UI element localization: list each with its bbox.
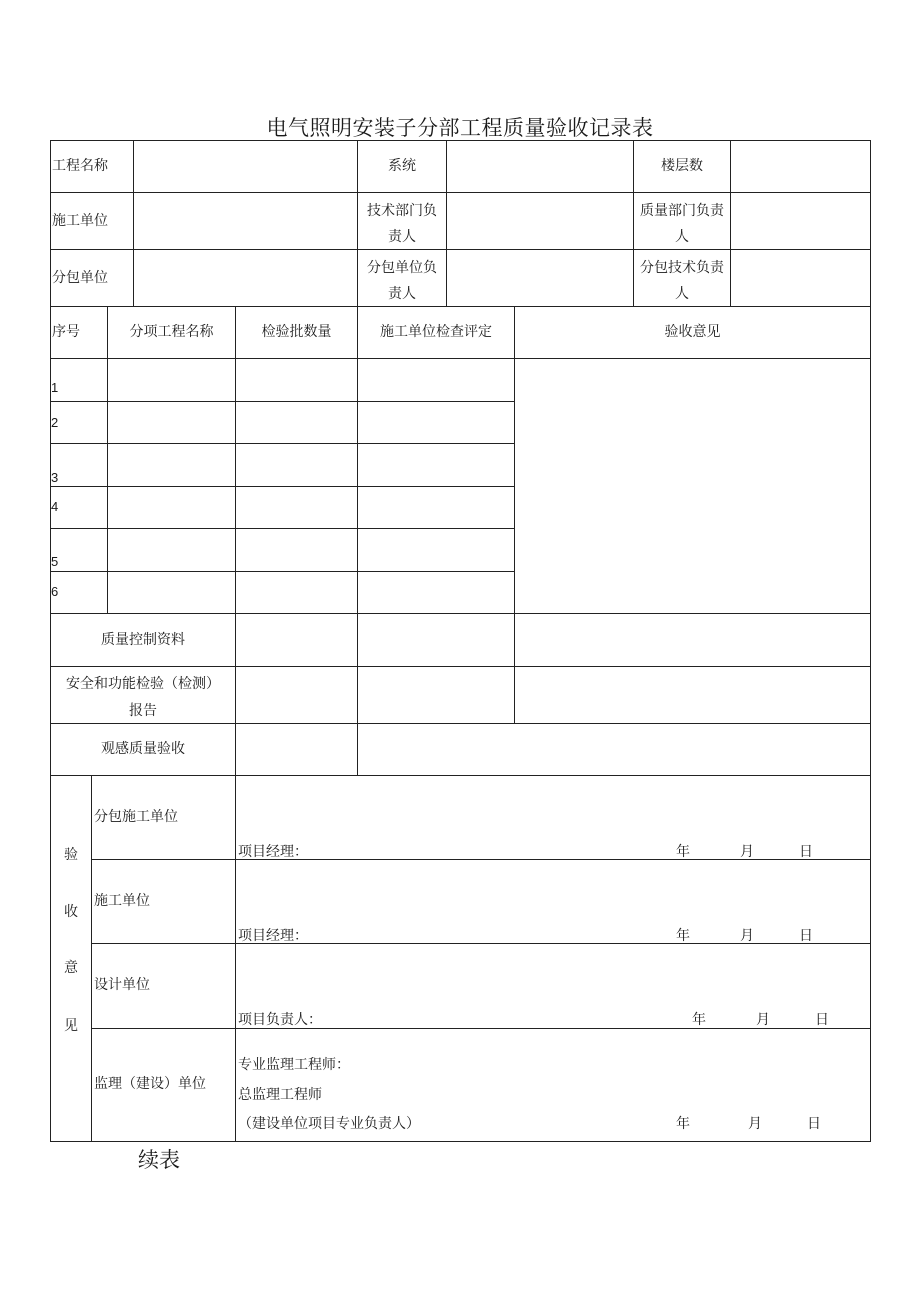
sub-tech-label-1: 分包技术负责 <box>640 260 724 276</box>
quality-docs-label: 质量控制资料 <box>101 632 185 648</box>
grid-line <box>50 528 514 529</box>
grid-line <box>133 140 134 306</box>
grid-line <box>91 1028 871 1029</box>
col-seq: 序号 <box>52 324 80 340</box>
grid-line <box>50 306 871 307</box>
month-label: 月 <box>756 1012 770 1028</box>
day-label: 日 <box>807 1116 821 1132</box>
grid-line <box>107 306 108 613</box>
floors-label: 楼层数 <box>661 158 703 174</box>
grid-line <box>50 249 871 250</box>
day-label: 日 <box>799 928 813 944</box>
quality-head-label-1: 质量部门负责 <box>640 203 724 219</box>
grid-line <box>50 486 514 487</box>
form-title: 电气照明安装子分部工程质量验收记录表 <box>266 116 654 140</box>
grid-line <box>235 306 236 1142</box>
safety-label-line2: 报告 <box>129 703 157 719</box>
border-right <box>870 140 871 1142</box>
grid-line <box>50 571 514 572</box>
grid-line <box>446 140 447 306</box>
grid-line <box>50 775 871 776</box>
col-eval: 施工单位检查评定 <box>380 324 492 340</box>
grid-line <box>357 306 358 775</box>
day-label: 日 <box>799 844 813 860</box>
signer-label: 项目经理： <box>238 844 308 860</box>
supervisor-line3: （建设单位项目专业负责人） <box>238 1116 420 1132</box>
sub-head-label-1: 分包单位负 <box>367 260 437 276</box>
constructor-label: 施工单位 <box>52 213 108 229</box>
grid-line <box>514 306 515 723</box>
day-label: 日 <box>815 1012 829 1028</box>
unit-name: 施工单位 <box>94 893 150 909</box>
sub-tech-label-2: 人 <box>675 286 689 302</box>
row-number: 4 <box>51 499 59 514</box>
row-number: 1 <box>51 380 59 395</box>
signer-label: 项目负责人： <box>238 1012 322 1028</box>
row-number: 2 <box>51 415 59 430</box>
grid-line <box>730 140 731 306</box>
year-label: 年 <box>692 1012 706 1028</box>
grid-line <box>50 401 514 402</box>
col-item-name: 分项工程名称 <box>129 324 214 340</box>
tech-head-label-2: 责人 <box>388 229 416 245</box>
col-opinion: 验收意见 <box>664 324 721 340</box>
supervisor-line2: 总监理工程师 <box>238 1087 322 1103</box>
system-label: 系统 <box>388 158 416 174</box>
grid-line <box>50 666 871 667</box>
border-bottom <box>50 1141 871 1142</box>
month-label: 月 <box>740 928 754 944</box>
row-number: 5 <box>51 554 59 569</box>
sub-head-label-2: 责人 <box>388 286 416 302</box>
border-top <box>50 140 871 141</box>
quality-head-label-2: 人 <box>675 229 689 245</box>
grid-line <box>50 613 871 614</box>
tech-head-label-1: 技术部门负 <box>367 203 437 219</box>
subcontractor-label: 分包单位 <box>52 270 108 286</box>
month-label: 月 <box>748 1116 762 1132</box>
row-number: 3 <box>51 470 59 485</box>
grid-line <box>91 859 871 860</box>
safety-label-line1: 安全和功能检验（检测） <box>66 676 220 692</box>
project-name-label: 工程名称 <box>52 158 108 174</box>
year-label: 年 <box>676 844 690 860</box>
side-char: 验 <box>64 847 78 863</box>
side-char: 见 <box>64 1018 78 1034</box>
unit-name: 分包施工单位 <box>94 809 178 825</box>
acceptance-form <box>50 140 871 1142</box>
grid-line <box>91 775 92 1142</box>
side-char: 收 <box>64 904 78 920</box>
side-char: 意 <box>64 960 78 976</box>
grid-line <box>50 358 871 359</box>
year-label: 年 <box>676 1116 690 1132</box>
continued-label: 续表 <box>138 1148 180 1172</box>
grid-line <box>50 192 871 193</box>
month-label: 月 <box>740 844 754 860</box>
supervisor-unit-name: 监理（建设）单位 <box>94 1076 206 1092</box>
supervisor-line1: 专业监理工程师： <box>238 1057 350 1073</box>
grid-line <box>91 943 871 944</box>
unit-name: 设计单位 <box>94 977 150 993</box>
signer-label: 项目经理： <box>238 928 308 944</box>
grid-line <box>50 443 514 444</box>
row-number: 6 <box>51 584 59 599</box>
appearance-label: 观感质量验收 <box>101 741 185 757</box>
col-batch-count: 检验批数量 <box>261 324 332 340</box>
year-label: 年 <box>676 928 690 944</box>
